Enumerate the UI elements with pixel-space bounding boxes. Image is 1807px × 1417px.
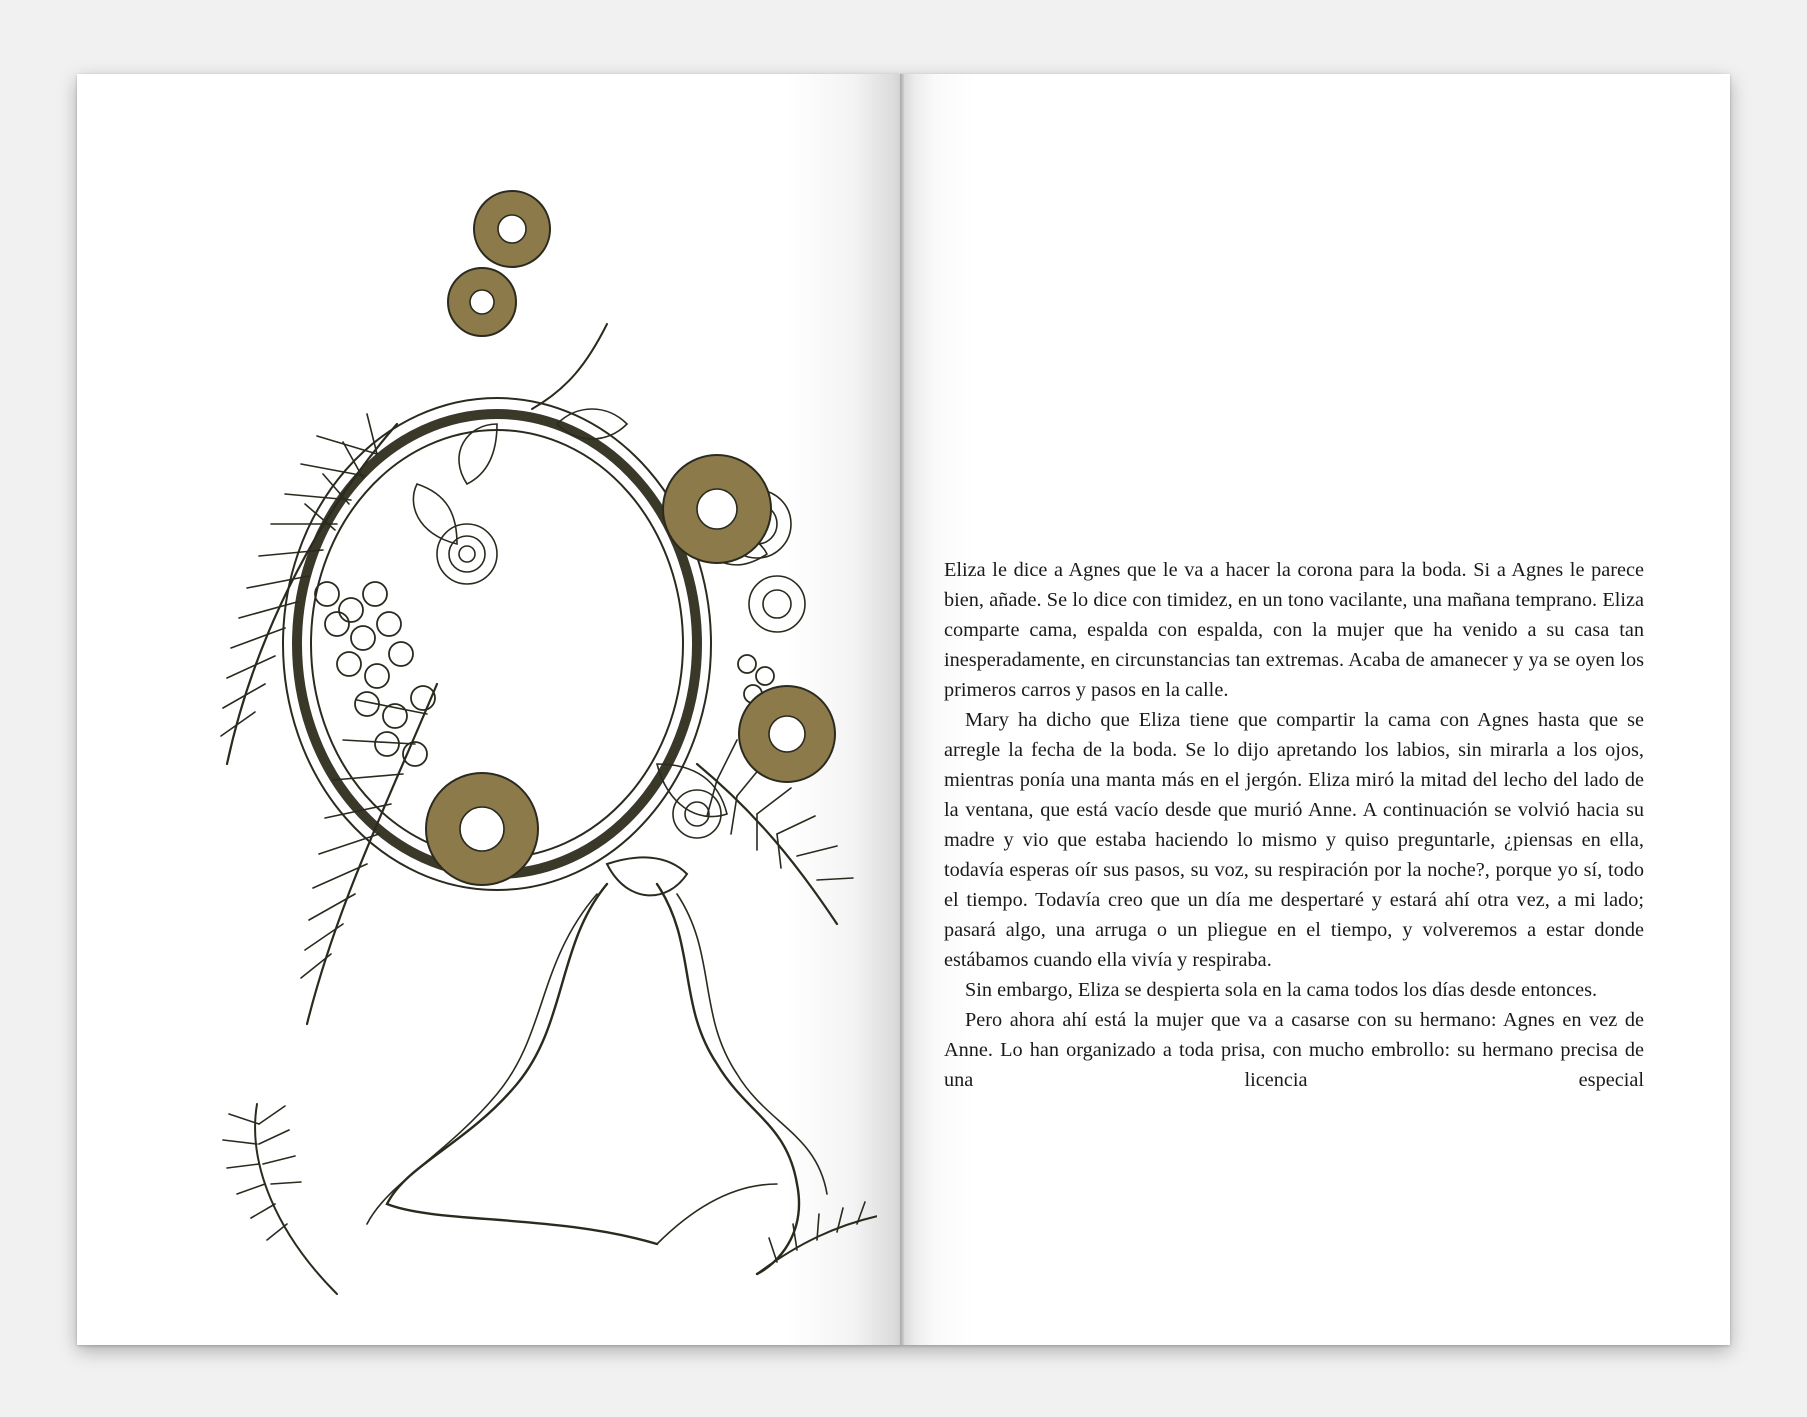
paragraph-4: Pero ahora ahí está la mujer que va a casarse con su hermano: Agnes en vez de Anne. Lo han organizado a toda prisa, con mucho embrollo: su hermano precisa de una licencia especial — [944, 1009, 1644, 1091]
body-text — [944, 555, 1644, 1095]
wreath-illustration — [137, 124, 877, 1304]
paragraph-3: Sin embargo, Eliza se despierta sola en la cama todos los días desde entonces. — [965, 979, 1598, 1001]
left-page — [77, 74, 902, 1345]
paragraph-1: Eliza le dice a Agnes que le va a hacer la corona para la boda. Si a Agnes le parece bien, añade. Se lo dice con timidez, en un tono vacilante, una mañana temprano. Eliza comparte cama, espalda con espalda, con la mujer que ha venido a su casa tan inesperadamente, en circunstancias tan extremas. Acaba de amanecer y ya se oyen los primeros carros y pasos en la calle. — [944, 559, 1644, 701]
paragraph-2: Mary ha dicho que Eliza tiene que compartir la cama con Agnes hasta que se arregle la fecha de la boda. Se lo dijo apretando los labios, sin mirarla a los ojos, mientras ponía una manta más en el jergón. Eliza miró la mitad del lecho del lado de la ventana, que está vacío desde que murió Anne. A continuación se volvió hacia su madre y vio que estaba haciendo lo mismo y quiso preguntarle, ¿piensas en ella, todavía esperas oír sus pasos, su voz, su respiración por la noche?, porque yo sí, todo el tiempo. Todavía creo que un día me despertaré y estará ahí otra vez, a mi lado; pasará algo, una arruga o un pliegue en el tiempo, y volveremos a estar donde estábamos cuando ella vivía y respiraba. — [944, 709, 1644, 971]
book-gutter — [900, 74, 904, 1345]
